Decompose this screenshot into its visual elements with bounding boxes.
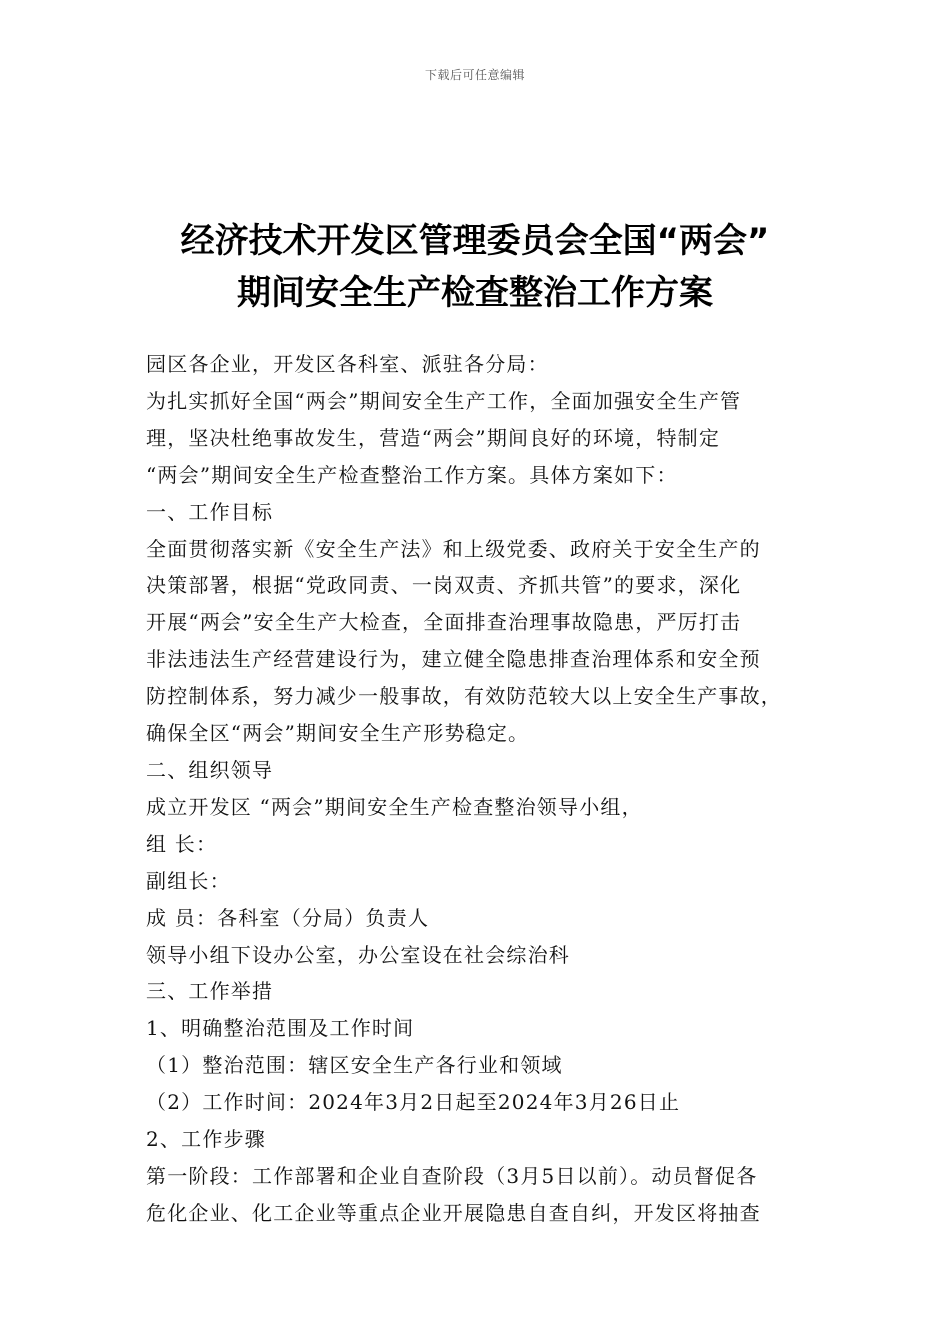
document-title: [120, 215, 830, 319]
goal-line-5: 防控制体系，努力减少一般事故，有效防范较大以上安全生产事故，: [146, 684, 782, 709]
section-heading-goal: 一、工作目标: [146, 499, 274, 524]
title-line-1: 经济技术开发区管理委员会全国“两会”: [180, 221, 770, 261]
goal-line-2: 决策部署，根据“党政同责、一岗双责、齐抓共管”的要求，深化: [146, 573, 742, 598]
office-line: 领导小组下设办公室，办公室设在社会综治科: [146, 942, 570, 967]
goal-line-1: 全面贯彻落实新《安全生产法》和上级党委、政府关于安全生产的: [146, 536, 761, 561]
leadership-group-line: 成立开发区 “两会”期间安全生产检查整治领导小组，: [146, 794, 643, 819]
goal-line-6: 确保全区“两会”期间安全生产形势稳定。: [146, 721, 530, 746]
addressee-line: 园区各企业，开发区各科室、派驻各分局：: [146, 352, 549, 376]
goal-line-4: 非法违法生产经营建设行为，建立健全隐患排查治理体系和安全预: [146, 647, 761, 672]
stage-1-line-2: 危化企业、化工企业等重点企业开展隐患自查自纠，开发区将抽查: [146, 1200, 761, 1225]
leader-line: 组 长：: [146, 831, 218, 856]
members-line: 成 员：各科室（分局）负责人: [146, 905, 430, 930]
measure-2-heading: 2、工作步骤: [146, 1127, 266, 1152]
document-body: [146, 346, 836, 1232]
section-heading-measures: 三、工作举措: [146, 979, 274, 1004]
intro-line-3: “两会”期间安全生产检查整治工作方案。具体方案如下：: [146, 462, 678, 487]
section-heading-leadership: 二、组织领导: [146, 757, 274, 782]
header-note: 下载后可任意编辑: [424, 68, 525, 82]
intro-line-2: 理，坚决杜绝事故发生，营造“两会”期间良好的环境，特制定: [146, 425, 721, 450]
goal-line-3: 开展“两会”安全生产大检查，全面排查治理事故隐患，严厉打击: [146, 610, 742, 635]
measure-1-heading: 1、明确整治范围及工作时间: [146, 1016, 415, 1041]
measure-1-time: （2）工作时间：2024年3月2日起至2024年3月26日止: [146, 1090, 681, 1115]
stage-1-line-1: 第一阶段：工作部署和企业自查阶段（3月5日以前）。动员督促各: [146, 1163, 758, 1188]
intro-line-1: 为扎实抓好全国“两会”期间安全生产工作，全面加强安全生产管: [146, 388, 742, 413]
title-line-2: 期间安全生产检查整治工作方案: [237, 273, 713, 313]
measure-1-scope: （1）整治范围：辖区安全生产各行业和领域: [146, 1053, 563, 1078]
deputy-leader-line: 副组长：: [146, 868, 231, 893]
